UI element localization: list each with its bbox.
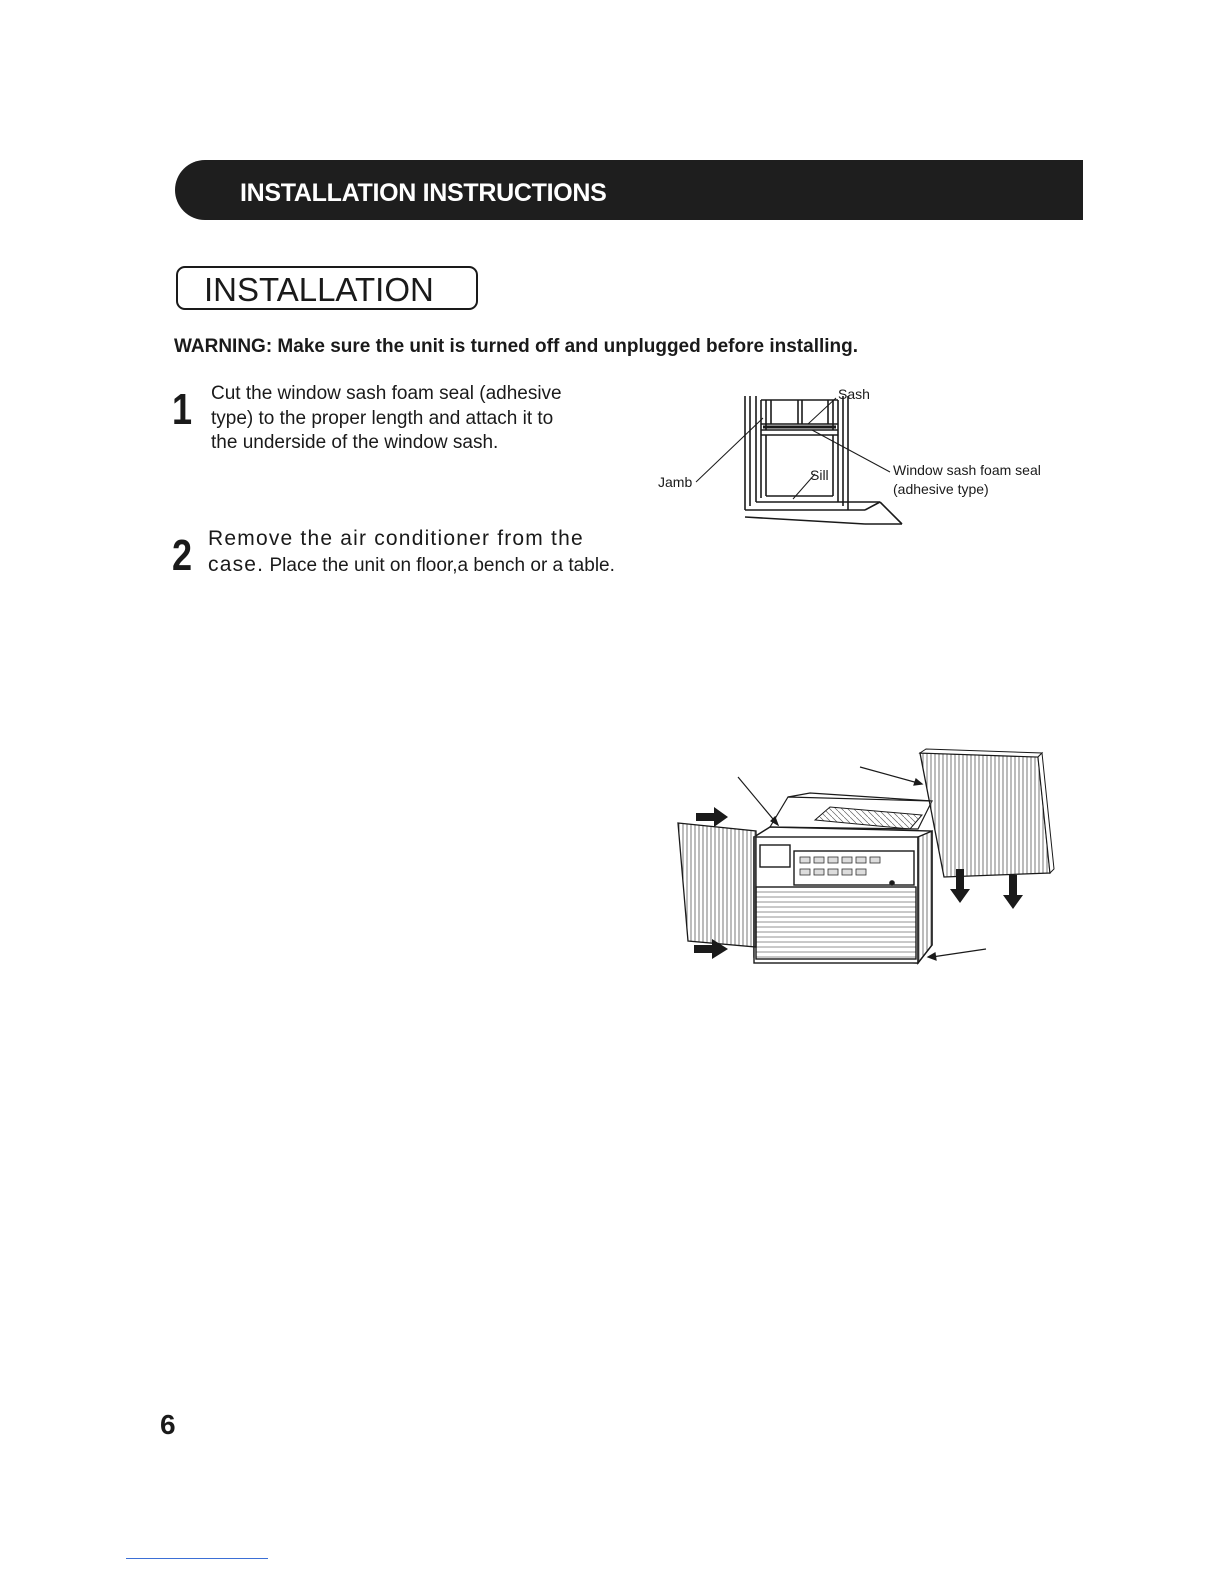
page-number: 6 [160,1409,176,1440]
label-sash: Sash [838,386,870,402]
down-arrow-right [1003,875,1023,909]
slide-in-arrow-top [696,807,728,827]
label-seal-line-1: Window sash foam seal [893,462,1041,478]
step-2-line-2-lead: case. [208,553,265,576]
air-conditioner-unit-diagram [670,745,1070,975]
step-2-line-2-rest: Place the unit on floor,a bench or a table. [264,555,615,576]
step-1-text [211,382,611,456]
step-2-line-2 [208,553,615,577]
step-1-number: 1 [172,385,193,434]
section-title: INSTALLATION [204,271,434,308]
label-jamb: Jamb [658,474,693,490]
window-sash-diagram [640,378,1070,538]
step-1-line-1: Cut the window sash foam seal (adhesive [211,383,562,404]
step-2-number: 2 [172,531,193,580]
label-seal-line-2: (adhesive type) [893,481,989,497]
step-2-line-1: Remove the air conditioner from the [208,527,584,550]
unit-body [754,827,932,963]
left-side-panel [678,823,756,947]
header-bar [175,160,1083,220]
right-side-panel [920,753,1050,877]
label-sill: Sill [810,467,829,483]
step-1-line-3: the underside of the window sash. [211,432,499,453]
step-1-line-2: type) to the proper length and attach it to [211,407,554,429]
bottom-link-rule [126,1558,268,1559]
section-heading-box [176,266,478,310]
warning-text: WARNING: Make sure the unit is turned off and unplugged before installing. [174,336,859,357]
header-title: INSTALLATION INSTRUCTIONS [240,179,607,207]
